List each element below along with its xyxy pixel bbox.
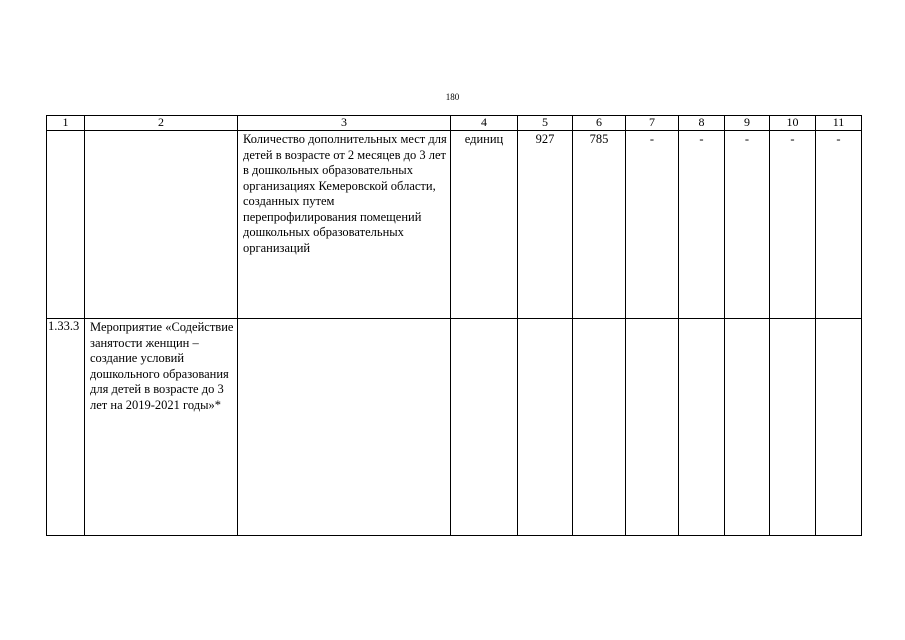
row-number-cell: 1.33.3 [47,319,85,536]
activity-name-cell [85,131,238,319]
header-cell: 9 [725,116,770,131]
header-cell: 7 [626,116,679,131]
table-row [47,319,862,536]
indicator-name-cell: Количество дополнительных мест для детей в возрасте от 2 месяцев до 3 лет в дошкольных образовательных организациях Кемеровской области, созданных путем перепрофилирования помещений дошкольных образовательных организаций [238,131,451,319]
value-cell: 785 [573,131,626,319]
header-cell: 5 [518,116,573,131]
value-cell [573,319,626,536]
value-cell [679,319,725,536]
value-cell [626,319,679,536]
row-number-cell [47,131,85,319]
indicators-table [46,115,862,536]
table-row [47,131,862,319]
header-cell: 6 [573,116,626,131]
unit-cell [451,319,518,536]
header-cell: 8 [679,116,725,131]
value-cell [816,319,862,536]
unit-cell: единиц [451,131,518,319]
indicator-name-cell [238,319,451,536]
value-cell: - [679,131,725,319]
value-cell: - [626,131,679,319]
value-cell: - [816,131,862,319]
value-cell [518,319,573,536]
value-cell [770,319,816,536]
table-header-row [47,116,862,131]
activity-name-cell: Мероприятие «Содействие занятости женщин – создание условий дошкольного образования для детей в возрасте до 3 лет на 2019-2021 годы»* [85,319,238,536]
value-cell: 927 [518,131,573,319]
header-cell: 2 [85,116,238,131]
value-cell: - [725,131,770,319]
header-cell: 3 [238,116,451,131]
value-cell [725,319,770,536]
header-cell: 10 [770,116,816,131]
header-cell: 1 [47,116,85,131]
value-cell: - [770,131,816,319]
header-cell: 11 [816,116,862,131]
page-number: 180 [445,92,460,102]
header-cell: 4 [451,116,518,131]
